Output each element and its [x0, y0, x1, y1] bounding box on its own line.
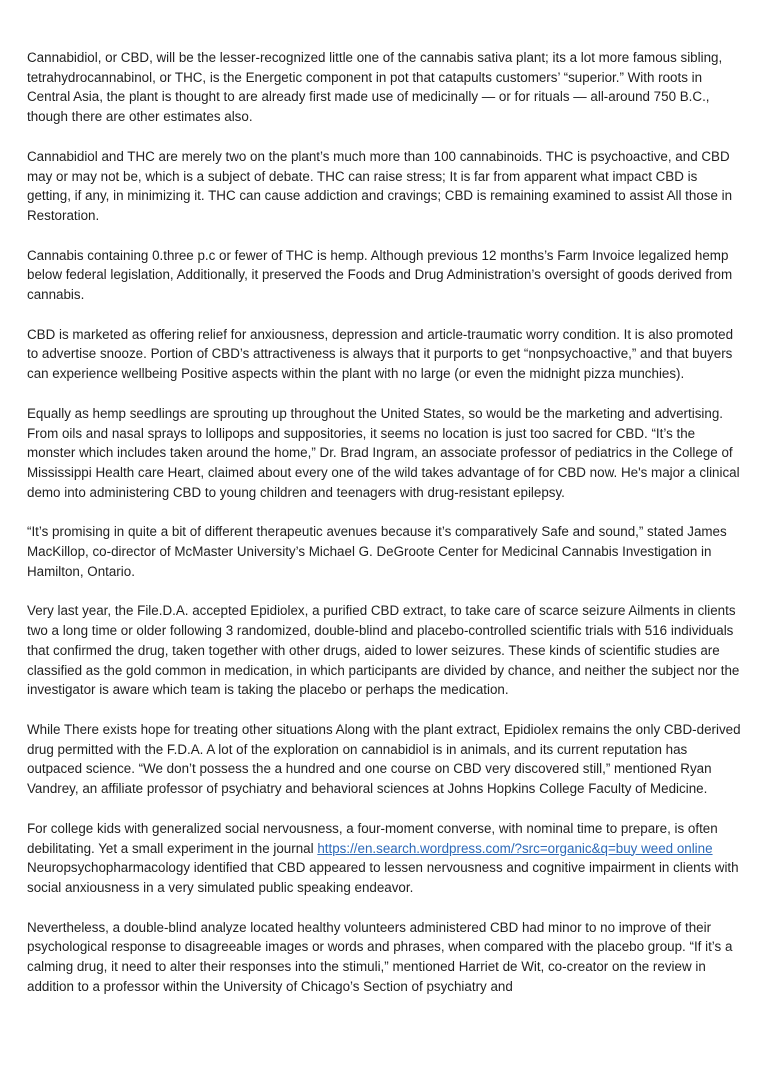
buy-weed-online-link[interactable]: https://en.search.wordpress.com/?src=organic&q=buy weed online — [317, 840, 713, 856]
paragraph-9-text-after: Neuropsychopharmacology identified that CBD appeared to lessen nervousness and cognitive impairment in clients with social anxiousness in a very simulated public speaking endeavor. — [27, 860, 739, 895]
paragraph-9 — [27, 819, 743, 898]
paragraph-2: Cannabidiol and THC are merely two on the plant’s much more than 100 cannabinoids. THC is psychoactive, and CBD may or may not be, which is a subject of debate. THC can raise stress; It is far from apparent what impact CBD is getting, if any, in minimizing it. THC can cause addiction and cravings; CBD is remaining examined to assist All those in Restoration. — [27, 148, 733, 223]
paragraph-1: Cannabidiol, or CBD, will be the lesser-recognized little one of the cannabis sativa plant; its a lot more famous sibling, tetrahydrocannabinol, or THC, is the Energetic component in pot that catapults customers’ “superior.” With roots in Central Asia, the plant is thought to are already first made use of medicinally — or for rituals — all-around 750 B.C., though there are other estimates also. — [27, 50, 723, 125]
paragraph-7: Very last year, the File.D.A. accepted Epidiolex, a purified CBD extract, to take care of scarce seizure Ailments in clients two a long time or older following 3 randomized, double-blind and placebo-controlled scientific trials with 516 individuals that confirmed the drug, taken together with other drugs, aided to lower seizures. These kinds of scientific studies are classified as the gold common in medication, in which participants are divided by chance, and neither the subject nor the investigator is aware which team is taking the placebo or perhaps the medication. — [27, 603, 740, 698]
paragraph-8: While There exists hope for treating other situations Along with the plant extract, Epidiolex remains the only CBD-derived drug permitted with the F.D.A. A lot of the exploration on cannabidiol is in animals, and its current reputation has outpaced science. “We don’t possess the a hundred and one course on CBD very discovered still,” mentioned Ryan Vandrey, an affiliate professor of psychiatry and behavioral sciences at Johns Hopkins College Faculty of Medicine. — [27, 721, 741, 797]
paragraph-10: Nevertheless, a double-blind analyze located healthy volunteers administered CBD had minor to no improve of their psychological response to disagreeable images or words and phrases, when compared with the placebo group. “If it’s a calming drug, it need to alter their responses into the stimuli,” mentioned Harriet de Wit, co-creator on the review in addition to a professor within the University of Chicago’s Section of psychiatry and — [27, 919, 733, 994]
paragraph-3: Cannabis containing 0.three p.c or fewer of THC is hemp. Although previous 12 months’s Farm Invoice legalized hemp below federal legislation, Additionally, it preserved the Foods and Drug Administration’s oversight of goods derived from cannabis. — [27, 247, 733, 303]
paragraph-6: “It’s promising in quite a bit of different therapeutic avenues because it’s comparatively Safe and sound,” stated James MacKillop, co-director of McMaster University’s Michael G. DeGroote Center for Medicinal Cannabis Investigation in Hamilton, Ontario. — [27, 524, 727, 579]
paragraph-9-text-before: For college kids with generalized social nervousness, a four-moment converse, with nominal time to prepare, is often debilitating. Yet a small experiment in the journal — [27, 820, 718, 856]
paragraph-4: CBD is marketed as offering relief for anxiousness, depression and article-traumatic worry condition. It is also promoted to advertise snooze. Portion of CBD’s attractiveness is always that it purports to get “nonpsychoactive,” and that buyers can experience wellbeing Positive aspects within the plant with no large (or even the midnight pizza munchies). — [27, 326, 734, 382]
document-page — [27, 48, 743, 1016]
paragraph-5: Equally as hemp seedlings are sprouting up throughout the United States, so would be the marketing and advertising. From oils and nasal sprays to lollipops and suppositories, it seems no location is just too sacred for CBD. “It’s the monster which includes taken around the home,” Dr. Brad Ingram, an associate professor of pediatrics in the College of Mississippi Health care Heart, claimed about every one of the wild takes advantage of for CBD now. He's major a clinical demo into administering CBD to young children and teenagers with drug-resistant epilepsy. — [27, 405, 740, 500]
